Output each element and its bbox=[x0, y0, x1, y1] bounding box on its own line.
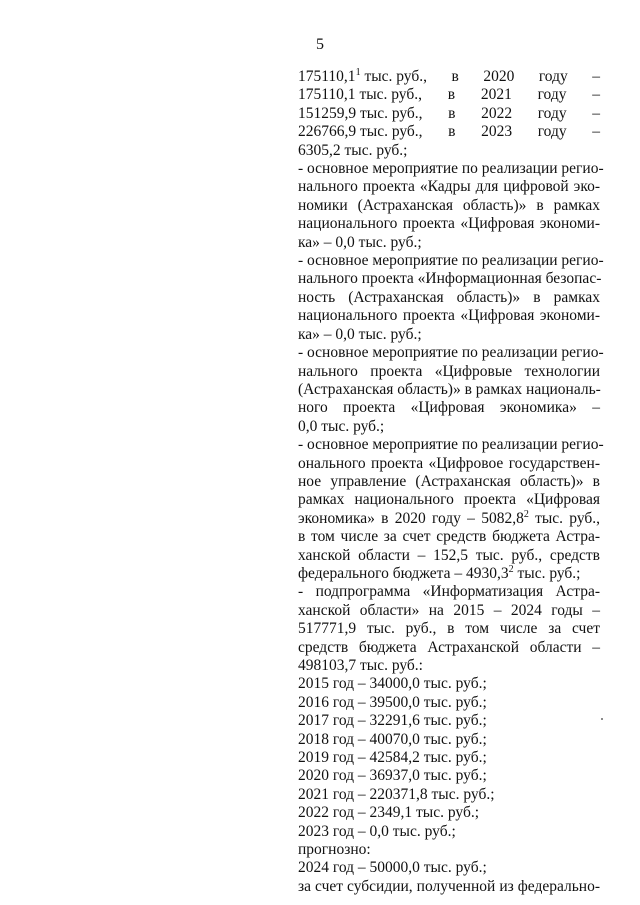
forecast-label: прогнозно: bbox=[298, 841, 371, 859]
amount: 175110,1 bbox=[298, 86, 356, 104]
list-item: 2023 год – 0,0 тыс. руб.; bbox=[298, 822, 456, 840]
scan-speck bbox=[601, 718, 603, 720]
amount: 175110,1 bbox=[298, 68, 356, 85]
paragraph-subprogram: - подпрограмма «Информатизация Астра- ханской области» на 2015 – 2024 годы – 517771,9 тыс. руб., в том числе за счет средств бюджета Астраханской области – 498103,7 тыс. руб.: bbox=[298, 583, 600, 674]
page-number: 5 bbox=[316, 36, 324, 53]
forecast-line: 2024 год – 50000,0 тыс. руб.; bbox=[298, 859, 487, 877]
list-item: 2022 год – 2349,1 тыс. руб.; bbox=[298, 804, 480, 822]
paragraph-info-security: - основное мероприятие по реализации регио- нального проекта «Информационная безопас- ность (Астраханская область)» в рамках национального проекта «Цифровая экономи- ка» – 0,0 тыс. руб.; bbox=[298, 252, 604, 343]
list-item: 2018 год – 40070,0 тыс. руб.; bbox=[298, 730, 487, 748]
text-column bbox=[298, 67, 604, 896]
list-item: 2017 год – 32291,6 тыс. руб.; bbox=[298, 712, 487, 730]
final-line: за счет субсидии, полученной из федерально- bbox=[298, 877, 600, 895]
paragraph-digital-tech: - основное мероприятие по реализации регио- нального проекта «Цифровые технологии (Астраханская область)» в рамках националь- ного проекта «Цифровая экономика» – 0,0 тыс. руб.; bbox=[298, 344, 604, 435]
paragraph-cadres: - основное мероприятие по реализации регио- нального проекта «Кадры для цифровой эко- номики (Астраханская область)» в рамках национального проекта «Цифровая экономи- ка» – 0,0 тыс. руб.; bbox=[298, 160, 604, 251]
list-item: 2021 год – 220371,8 тыс. руб.; bbox=[298, 785, 495, 803]
year-list bbox=[298, 675, 600, 841]
paragraph-digital-governance: - основное мероприятие по реализации регио- онального проекта «Цифровое государствен- ное управление (Астраханская область)» в рамках национального проекта «Цифровая экономика» в 2020 году – 5082,8$^2$ тыс. руб., в том числе за счет средств бюджета Астра- ханской области – 152,5 тыс. руб., средств федерального бюджета – 4930,3$^2$ тыс. руб.; bbox=[298, 436, 604, 582]
amount: 151259,9 bbox=[298, 104, 357, 122]
list-item: 2019 год – 42584,2 тыс. руб.; bbox=[298, 749, 487, 767]
list-item: 2015 год – 34000,0 тыс. руб.; bbox=[298, 675, 487, 693]
yearly-row-2022: 151259,9 тыс. руб., в 2022 году – bbox=[298, 104, 600, 122]
yearly-row-2023: 226766,9 тыс. руб., в 2023 году – bbox=[298, 123, 600, 141]
tail-amount: 6305,2 тыс. руб.; bbox=[298, 141, 408, 159]
amount: 226766,9 bbox=[298, 123, 357, 141]
list-item: 2020 год – 36937,0 тыс. руб.; bbox=[298, 767, 487, 785]
footnote-mark: 1 bbox=[355, 67, 361, 78]
footnote-mark: 2 bbox=[523, 508, 529, 520]
yearly-row-2020: 175110,1$^1$ тыс. руб., в 2020 году – bbox=[298, 67, 600, 85]
list-item: 2016 год – 39500,0 тыс. руб.; bbox=[298, 693, 487, 711]
footnote-mark: 2 bbox=[508, 563, 514, 575]
yearly-row-2021: 175110,1 тыс. руб., в 2021 году – bbox=[298, 86, 600, 104]
